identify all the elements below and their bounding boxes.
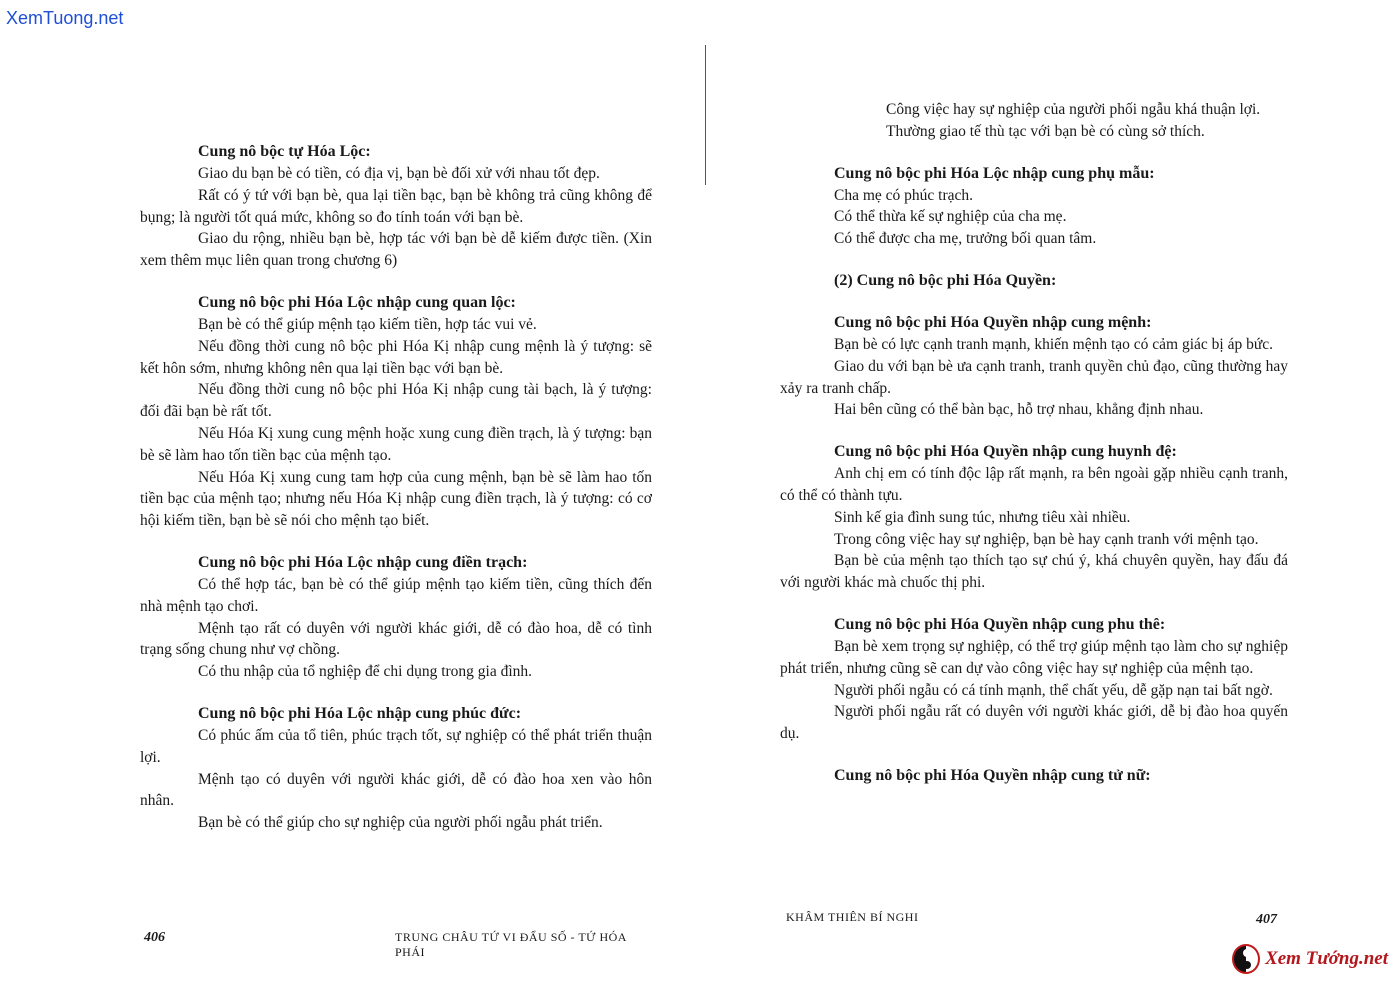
section-heading: Cung nô bộc phi Hóa Lộc nhập cung điền trạch: — [198, 553, 528, 571]
paragraph: Hai bên cũng có thể bàn bạc, hỗ trợ nhau, khẳng định nhau. — [834, 401, 1204, 419]
paragraph: Bạn bè có thể giúp cho sự nghiệp của người phối ngẫu phát triển. — [198, 814, 603, 832]
section — [780, 99, 1288, 143]
paragraph: Cha mẹ có phúc trạch. — [834, 186, 974, 204]
section-heading: Cung nô bộc phi Hóa Lộc nhập cung phụ mẫu: — [834, 164, 1155, 182]
paragraph: Có thể hợp tác, bạn bè có thể giúp mệnh tạo kiếm tiền, cũng thích đến nhà mệnh tạo chơi. — [140, 575, 652, 615]
paragraph: Người phối ngẫu rất có duyên với người khác giới, dễ bị đào hoa quyến dụ. — [780, 703, 1288, 743]
section — [140, 703, 652, 834]
running-title: TRUNG CHÂU TỨ VI ĐẨU SỐ - TỨ HÓA PHÁI — [395, 930, 627, 959]
section-heading: Cung nô bộc phi Hóa Lộc nhập cung quan lộc: — [198, 293, 516, 311]
paragraph: Người phối ngẫu có cá tính mạnh, thể chất yếu, dễ gặp nạn tai bất ngờ. — [834, 681, 1273, 699]
section-heading: (2) Cung nô bộc phi Hóa Quyền: — [834, 271, 1057, 289]
paragraph: Công việc hay sự nghiệp của người phối ngẫu khá thuận lợi. — [886, 101, 1261, 118]
paragraph: Anh chị em có tính độc lập rất mạnh, ra bên ngoài gặp nhiều cạnh tranh, có thể có thành tựu. — [780, 465, 1288, 504]
site-watermark: XemTuong.net — [6, 8, 124, 28]
paragraph: Bạn bè có lực cạnh tranh mạnh, khiến mệnh tạo có cảm giác bị áp bức. — [834, 335, 1274, 353]
section — [780, 163, 1288, 250]
paragraph: Mệnh tạo có duyên với người khác giới, dễ có đào hoa xen vào hôn nhân. — [140, 770, 652, 810]
paragraph: Giao du rộng, nhiều bạn bè, hợp tác với bạn bè dễ kiếm được tiền. (Xin xem thêm mục liên quan trong chương 6) — [140, 230, 652, 270]
paragraph: Bạn bè của mệnh tạo thích tạo sự chú ý, khá chuyên quyền, hay đấu đá với người khác mà chuốc thị phi. — [780, 552, 1288, 592]
paragraph: Trong công việc hay sự nghiệp, bạn bè hay cạnh tranh với mệnh tạo. — [834, 530, 1259, 548]
section — [780, 441, 1288, 594]
paragraph: Sinh kế gia đình sung túc, nhưng tiêu xài nhiều. — [834, 508, 1131, 526]
section-heading: Cung nô bộc phi Hóa Quyền nhập cung phu thê: — [834, 615, 1166, 633]
section — [780, 765, 1288, 787]
section-heading: Cung nô bộc tự Hóa Lộc: — [198, 143, 371, 160]
paragraph: Giao du bạn bè có tiền, có địa vị, bạn bè đối xử với nhau tốt đẹp. — [198, 165, 600, 182]
section — [140, 552, 652, 683]
book-gutter — [705, 45, 706, 185]
section — [780, 614, 1288, 745]
section-heading: Cung nô bộc phi Hóa Quyền nhập cung mệnh: — [834, 313, 1152, 331]
paragraph: Bạn bè xem trọng sự nghiệp, có thể trợ giúp mệnh tạo làm cho sự nghiệp phát triển, nhưng cũng sẽ can dự vào công việc hay sự nghiệp của mệnh tạo. — [780, 637, 1288, 677]
paragraph: Nếu Hóa Kị xung cung mệnh hoặc xung cung điền trạch, là ý tượng: bạn bè sẽ làm hao tốn tiền bạc của mệnh tạo. — [140, 424, 652, 464]
paragraph: Thường giao tế thù tạc với bạn bè có cùng sở thích. — [886, 122, 1205, 140]
paragraph: Có thu nhập của tổ nghiệp để chi dụng trong gia đình. — [198, 663, 533, 681]
paragraph: Mệnh tạo rất có duyên với người khác giới, dễ có đào hoa, dễ có tình trạng sống chung như vợ chồng. — [140, 619, 652, 659]
paragraph: Rất có ý tứ với bạn bè, qua lại tiền bạc, bạn bè không trả cũng không để bụng; là người tốt quá mức, không so đo tính toán với bạn bè. — [140, 186, 652, 226]
site-logo — [1232, 940, 1388, 978]
yin-yang-icon — [1232, 944, 1260, 974]
running-title: KHÂM THIÊN BÍ NGHI — [786, 910, 919, 924]
paragraph: Nếu Hóa Kị xung cung tam hợp của cung mệnh, bạn bè sẽ làm hao tốn tiền bạc của mệnh tạo; nhưng nếu Hóa Kị nhập cung điền trạch, là ý tượng: có cơ hội kiếm tiền, bạn bè sẽ nói cho mệnh tạo biết. — [140, 468, 652, 530]
section — [780, 312, 1288, 421]
paragraph: Có thể thừa kế sự nghiệp của cha mẹ. — [834, 208, 1067, 226]
paragraph: Có phúc ấm của tổ tiên, phúc trạch tốt, sự nghiệp có thể phát triển thuận lợi. — [140, 726, 652, 766]
section-heading: Cung nô bộc phi Hóa Quyền nhập cung tử nữ: — [834, 766, 1151, 784]
section-heading: Cung nô bộc phi Hóa Lộc nhập cung phúc đức: — [198, 704, 522, 722]
section-heading: Cung nô bộc phi Hóa Quyền nhập cung huynh đệ: — [834, 443, 1177, 461]
page-number: 407 — [1256, 912, 1277, 927]
page-number: 406 — [144, 930, 165, 945]
left-page-body — [140, 141, 652, 854]
right-page-body — [780, 99, 1288, 807]
paragraph: Nếu đồng thời cung nô bộc phi Hóa Kị nhập cung mệnh là ý tượng: sẽ kết hôn sớm, nhưng không nên qua lại tiền bạc với bạn bè. — [140, 337, 652, 377]
paragraph: Bạn bè có thể giúp mệnh tạo kiếm tiền, hợp tác vui vẻ. — [198, 315, 537, 333]
section — [140, 292, 652, 532]
logo-text: Xem Tướng.net — [1265, 948, 1388, 969]
paragraph: Có thể được cha mẹ, trưởng bối quan tâm. — [834, 230, 1097, 248]
paragraph: Nếu đồng thời cung nô bộc phi Hóa Kị nhập cung tài bạch, là ý tượng: đối đãi bạn bè rất tốt. — [140, 381, 652, 421]
section — [140, 141, 652, 272]
section — [780, 270, 1288, 292]
paragraph: Giao du với bạn bè ưa cạnh tranh, tranh quyền chủ đạo, cũng thường hay xảy ra tranh chấp. — [780, 357, 1288, 397]
